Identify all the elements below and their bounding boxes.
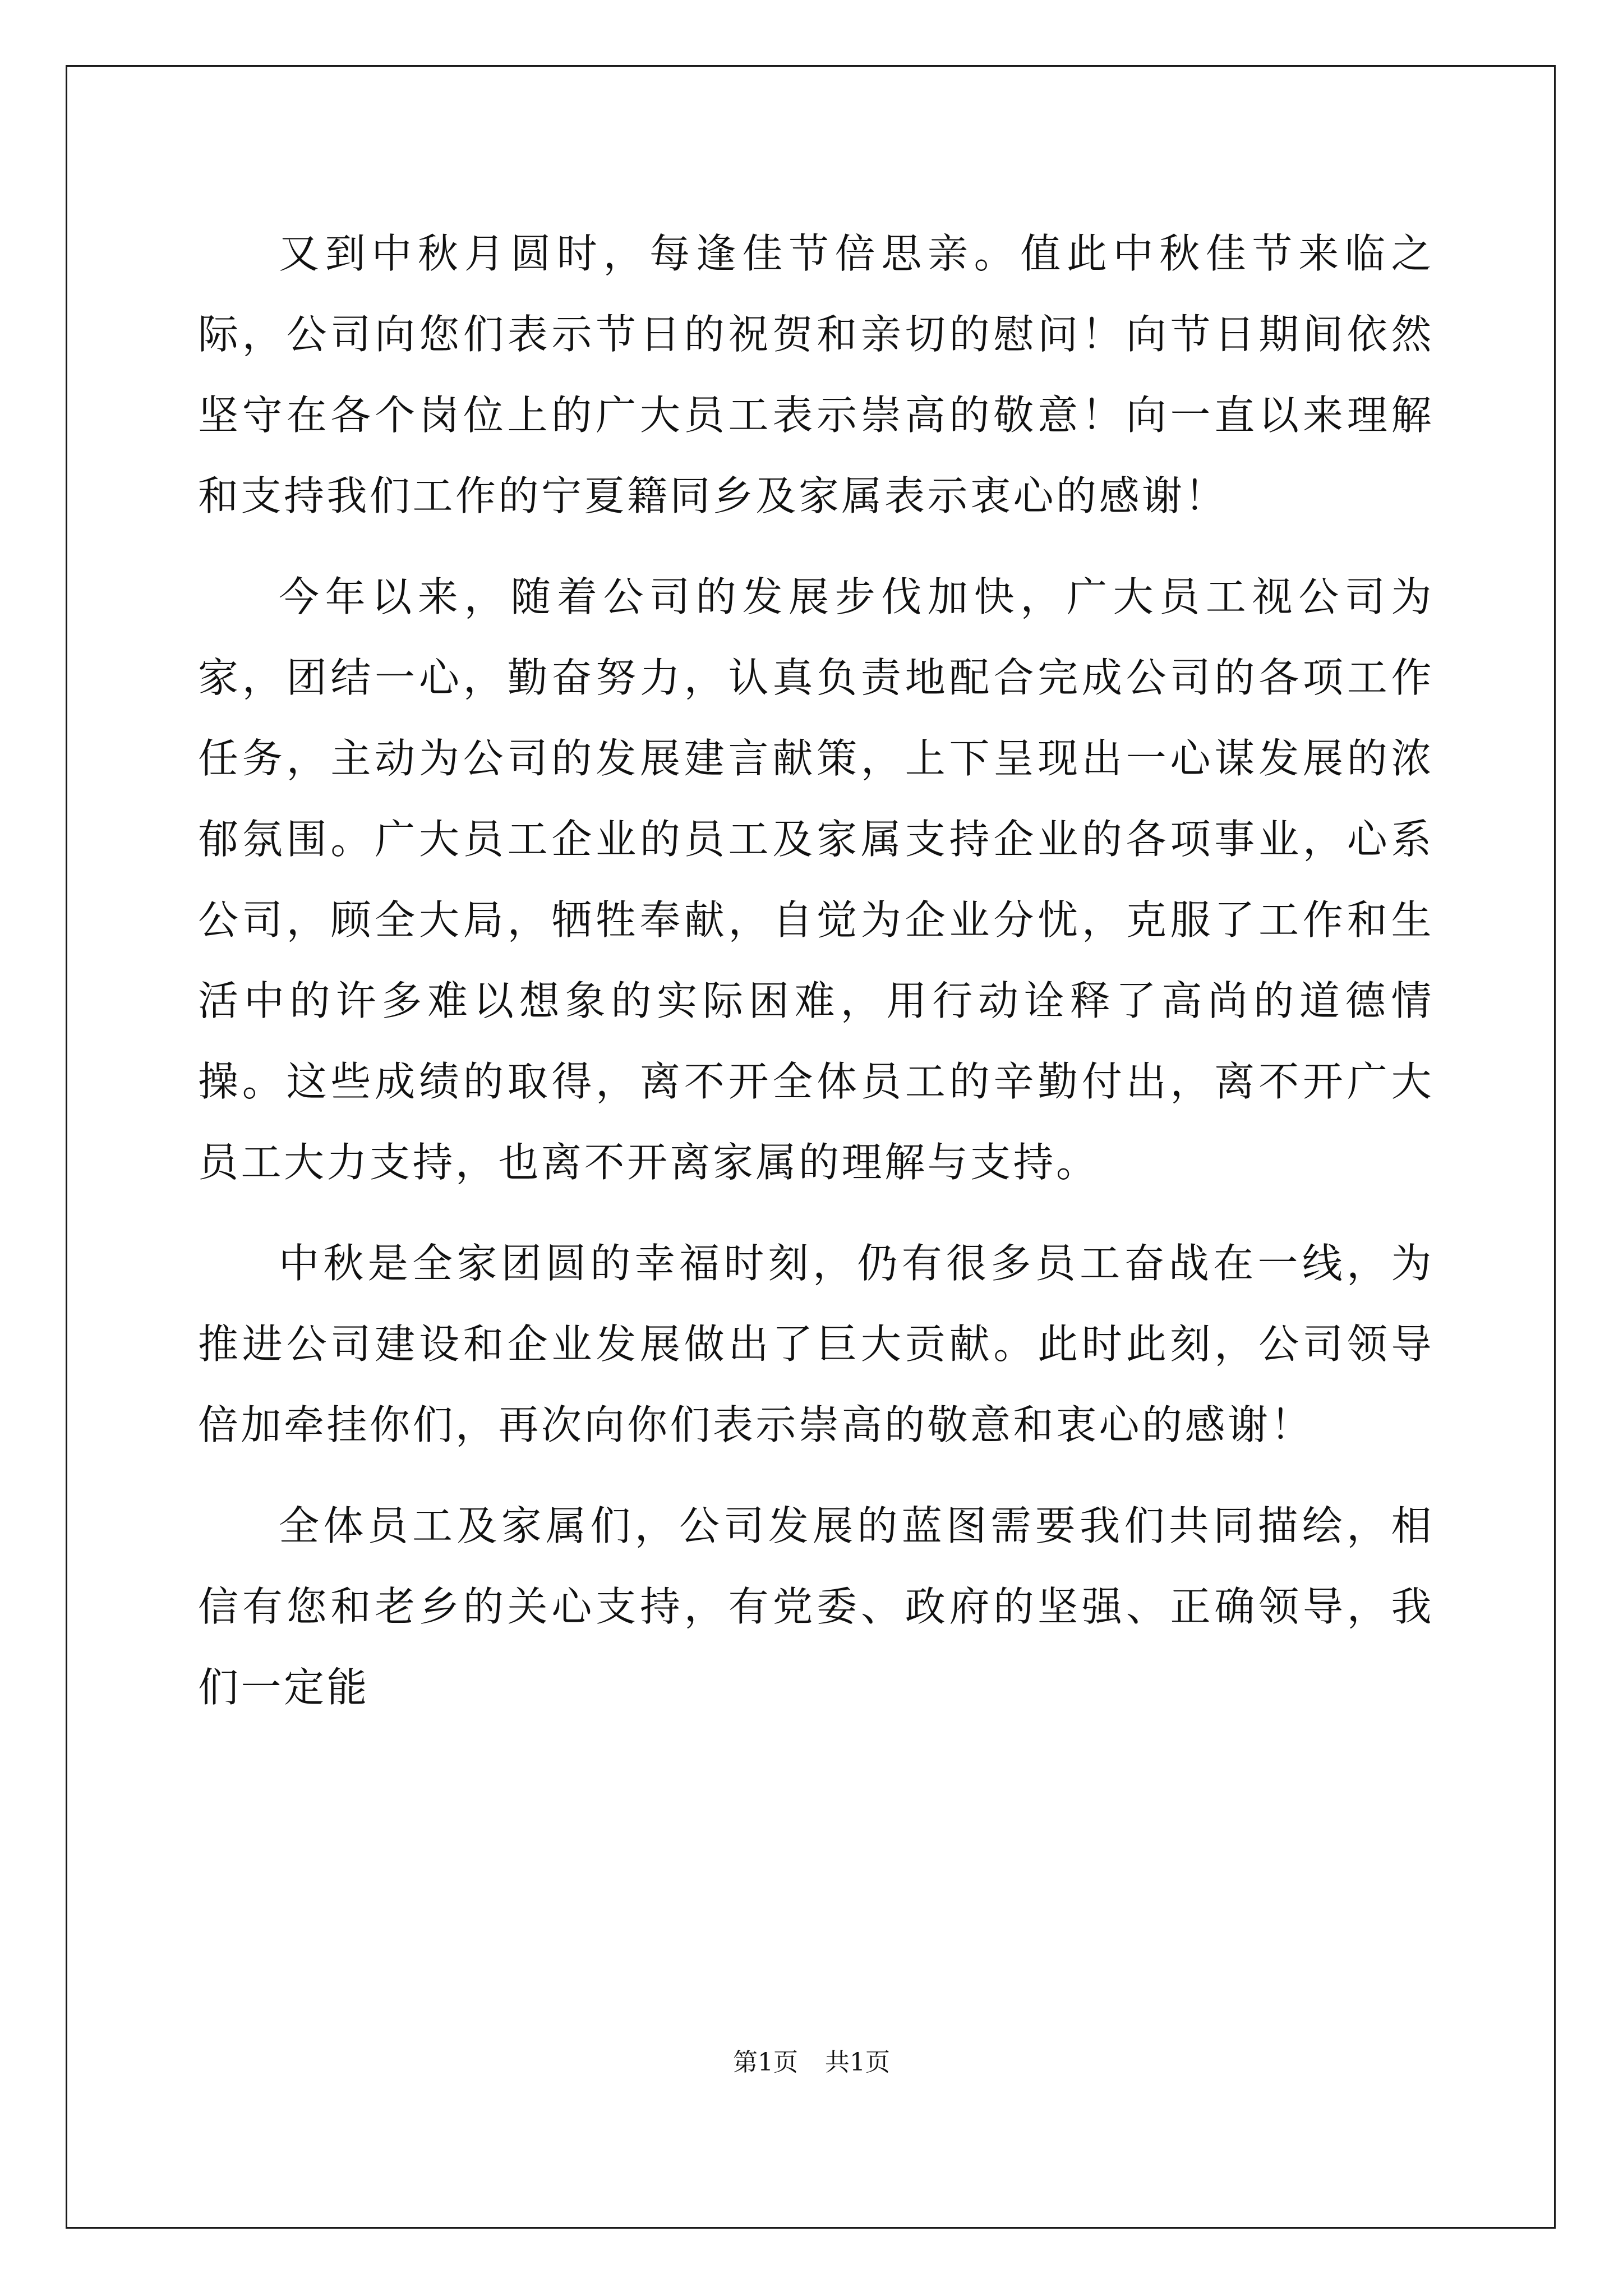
paragraph-2: 今年以来，随着公司的发展步伐加快，广大员工视公司为家，团结一心，勤奋努力，认真负责地配合完成公司的各项工作任务，主动为公司的发展建言献策，上下呈现出一心谋发展的浓郁氛围。广大员工企业的员工及家属支持企业的各项事业，心系公司，顾全大局，牺牲奉献，自觉为企业分忧，克服了工作和生活中的许多难以想象的实际困难，用行动诠释了高尚的道德情操。这些成绩的取得，离不开全体员工的辛勤付出，离不开广大员工大力支持，也离不开离家属的理解与支持。	[198, 573, 1434, 1186]
paragraph-4: 全体员工及家属们，公司发展的蓝图需要我们共同描绘，相信有您和老乡的关心支持，有党委、政府的坚强、正确领导，我们一定能	[198, 1502, 1434, 1711]
page-total: 共1页	[825, 2048, 890, 2077]
paragraph-1: 又到中秋月圆时，每逢佳节倍思亲。值此中秋佳节来临之际，公司向您们表示节日的祝贺和亲切的慰问！向节日期间依然坚守在各个岗位上的广大员工表示崇高的敬意！向一直以来理解和支持我们工作的宁夏籍同乡及家属表示衷心的感谢！	[198, 230, 1434, 519]
page-footer	[0, 2042, 1623, 2078]
paragraph-3: 中秋是全家团圆的幸福时刻，仍有很多员工奋战在一线，为推进公司建设和企业发展做出了巨大贡献。此时此刻，公司领导倍加牵挂你们，再次向你们表示崇高的敬意和衷心的感谢！	[198, 1240, 1434, 1448]
page-number: 第1页	[733, 2048, 798, 2077]
document-body	[198, 213, 1434, 1748]
